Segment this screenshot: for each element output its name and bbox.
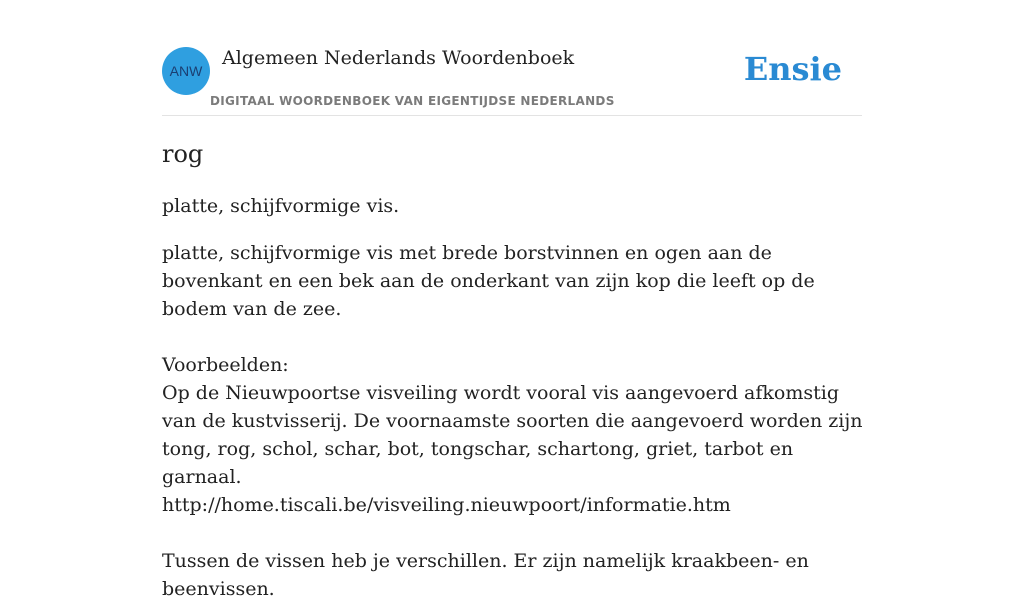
header <box>162 0 862 116</box>
short-definition: platte, schijfvormige vis. <box>162 195 400 217</box>
spacer <box>162 323 867 351</box>
ensie-logo[interactable]: Ensie <box>743 50 842 88</box>
examples-heading: Voorbeelden: <box>162 354 289 376</box>
site-subtitle: DIGITAAL WOORDENBOEK VAN EIGENTIJDSE NEDERLANDS <box>210 94 615 108</box>
example-source: http://home.tiscali.be/visveiling.nieuwpoort/informatie.htm <box>162 494 731 516</box>
content-column <box>162 0 863 600</box>
definition-text: platte, schijfvormige vis met brede borstvinnen en ogen aan de bovenkant en een bek aan de onderkant van zijn kop die leeft op de bodem van de zee. <box>162 242 815 320</box>
definition-body <box>162 239 867 603</box>
anw-logo[interactable]: ANW <box>162 47 210 95</box>
site-title[interactable]: Algemeen Nederlands Woordenboek <box>222 47 575 69</box>
entry-term: rog <box>162 140 204 168</box>
spacer <box>162 519 867 547</box>
example-text: Tussen de vissen heb je verschillen. Er zijn namelijk kraakbeen- en beenvissen. <box>162 550 809 600</box>
example-text: Op de Nieuwpoortse visveiling wordt vooral vis aangevoerd afkomstig van de kustvisserij. De voornaamste soorten die aangevoerd worden zijn tong, rog, schol, schar, bot, tongschar, schartong, griet, tarbot en garnaal. <box>162 382 863 488</box>
